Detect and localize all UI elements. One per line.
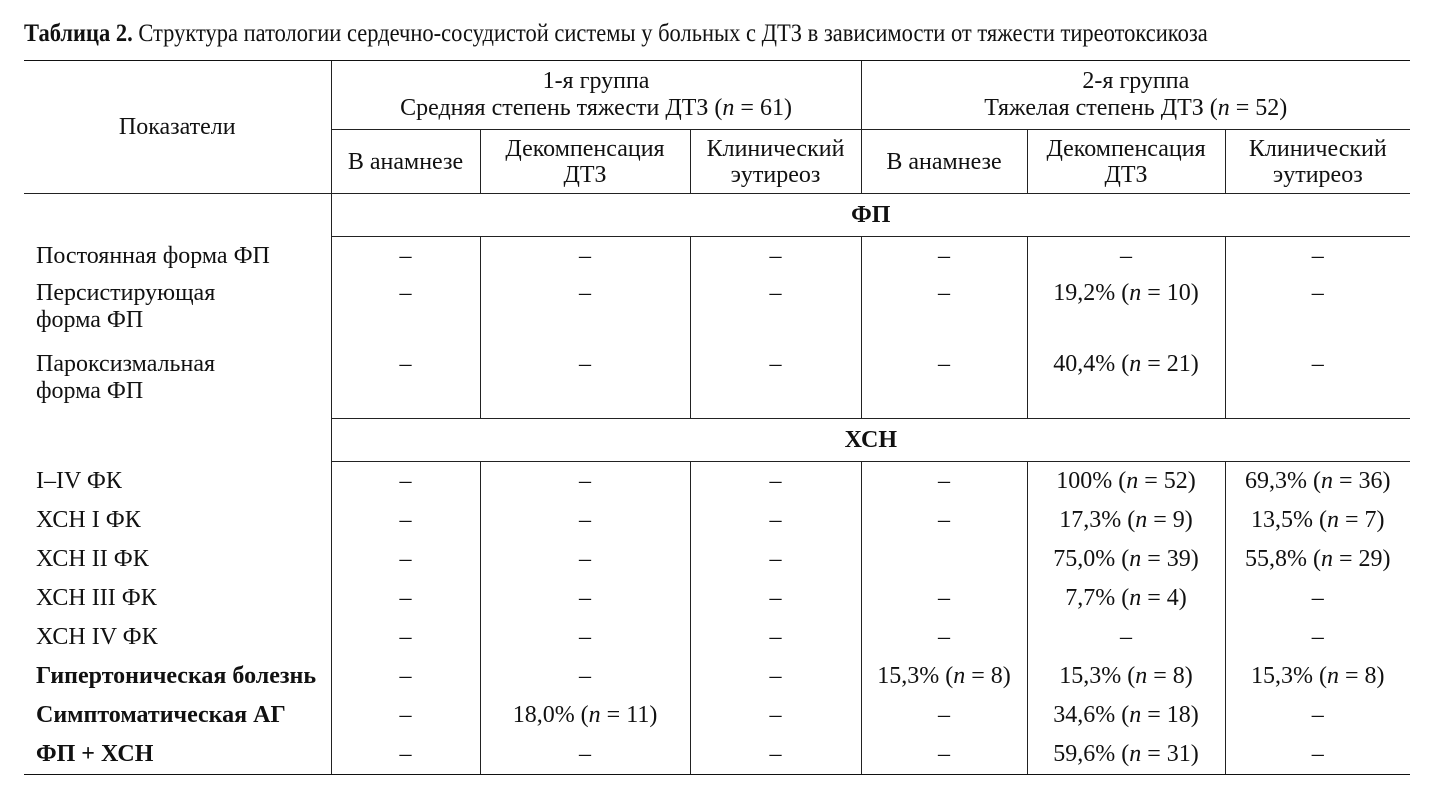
table-cell: – — [1027, 618, 1225, 657]
table-cell: – — [690, 501, 861, 540]
table-cell: – — [331, 276, 480, 347]
row-label: ХСН I ФК — [36, 507, 141, 533]
table-cell: – — [331, 540, 480, 579]
table-cell: – — [861, 696, 1027, 735]
table-cell: – — [331, 579, 480, 618]
header-group2 — [861, 61, 1410, 130]
table-cell: – — [861, 462, 1027, 502]
table-cell: – — [1225, 237, 1410, 277]
table-cell: 75,0% (n = 39) — [1027, 540, 1225, 579]
table-cell: – — [861, 618, 1027, 657]
table-cell: – — [1225, 579, 1410, 618]
table-cell: 15,3% (n = 8) — [1225, 657, 1410, 696]
table-cell: 40,4% (n = 21) — [1027, 347, 1225, 419]
table-cell: – — [690, 276, 861, 347]
table-cell: – — [1225, 618, 1410, 657]
table-cell: 59,6% (n = 31) — [1027, 735, 1225, 775]
table-row — [24, 735, 1410, 775]
table-row — [24, 579, 1410, 618]
table-cell: – — [480, 735, 690, 775]
table-cell: 13,5% (n = 7) — [1225, 501, 1410, 540]
table-cell: – — [861, 501, 1027, 540]
group2-title: 2-я группа — [1082, 68, 1190, 94]
table-cell: – — [480, 462, 690, 502]
table-cell: – — [480, 657, 690, 696]
table-cell: – — [690, 696, 861, 735]
table-cell: 55,8% (n = 29) — [1225, 540, 1410, 579]
table-cell: – — [480, 501, 690, 540]
table-cell: – — [1225, 276, 1410, 347]
table-cell: – — [480, 579, 690, 618]
table-cell: – — [1225, 735, 1410, 775]
row-label: ХСН III ФК — [36, 585, 157, 611]
table-row — [24, 347, 1410, 419]
table-cell: 15,3% (n = 8) — [1027, 657, 1225, 696]
table-cell: – — [480, 347, 690, 419]
table-row — [24, 237, 1410, 277]
table-cell: – — [1225, 347, 1410, 419]
section-spacer — [24, 419, 331, 462]
caption-label: Таблица 2. — [24, 20, 133, 47]
table-cell: – — [480, 276, 690, 347]
table-cell: – — [480, 618, 690, 657]
table-cell: 34,6% (n = 18) — [1027, 696, 1225, 735]
row-label: ФП + ХСН — [24, 735, 331, 775]
row-label: Симптоматическая АГ — [36, 702, 286, 728]
caption-text: Структура патологии сердечно-сосудистой системы у больных с ДТЗ в зависимости от тяжести тиреотоксикоза — [138, 20, 1208, 47]
row-label: Персистирующая форма ФП — [36, 280, 216, 333]
group1-subtitle: Средняя степень тяжести ДТЗ (n = 61) — [400, 95, 792, 121]
header-indicator: Показатели — [24, 61, 331, 194]
header-group1 — [331, 61, 861, 130]
table-cell: – — [331, 462, 480, 502]
table-caption — [24, 20, 1284, 48]
table-cell: – — [690, 462, 861, 502]
table-cell: – — [690, 540, 861, 579]
table-cell: – — [331, 735, 480, 775]
table-cell: – — [331, 696, 480, 735]
table-cell: 7,7% (n = 4) — [1027, 579, 1225, 618]
table-cell: – — [331, 618, 480, 657]
table-cell: – — [480, 237, 690, 277]
row-label: ХСН IV ФК — [36, 624, 158, 650]
section-fp: ФП — [331, 194, 1410, 237]
table-row — [24, 501, 1410, 540]
table-cell: – — [1027, 237, 1225, 277]
table-cell: – — [861, 347, 1027, 419]
table-cell: – — [331, 657, 480, 696]
table-cell: 100% (n = 52) — [1027, 462, 1225, 502]
table-cell: – — [331, 501, 480, 540]
table-cell: 19,2% (n = 10) — [1027, 276, 1225, 347]
table-cell — [861, 540, 1027, 579]
table-cell: – — [690, 579, 861, 618]
table-cell: – — [690, 657, 861, 696]
table-cell: – — [690, 347, 861, 419]
subheader-euth-g1: Клинический эутиреоз — [690, 130, 861, 194]
table-cell: – — [1225, 696, 1410, 735]
table-cell: – — [690, 618, 861, 657]
table-cell: – — [861, 237, 1027, 277]
row-label: ХСН II ФК — [36, 546, 149, 572]
table-cell: 17,3% (n = 9) — [1027, 501, 1225, 540]
table-cell: – — [861, 276, 1027, 347]
table-cell: – — [690, 237, 861, 277]
section-hsn: ХСН — [331, 419, 1410, 462]
table-cell: – — [480, 540, 690, 579]
data-table — [24, 60, 1410, 775]
table-row — [24, 618, 1410, 657]
table-row — [24, 657, 1410, 696]
row-label: I–IV ФК — [36, 467, 122, 494]
table-cell: – — [861, 735, 1027, 775]
subheader-anamnesis-g2: В анамнезе — [861, 130, 1027, 194]
row-label: Постоянная форма ФП — [36, 242, 270, 269]
row-label: Пароксизмальная форма ФП — [36, 351, 216, 404]
group2-subtitle: Тяжелая степень ДТЗ (n = 52) — [984, 95, 1288, 121]
row-label: Гипертоническая болезнь — [36, 663, 317, 689]
table-row — [24, 696, 1410, 735]
table-cell: – — [690, 735, 861, 775]
subheader-decomp-g1: Декомпенсация ДТЗ — [480, 130, 690, 194]
table-row — [24, 462, 1410, 502]
subheader-anamnesis-g1: В анамнезе — [331, 130, 480, 194]
table-cell: 15,3% (n = 8) — [861, 657, 1027, 696]
subheader-euth-g2: Клинический эутиреоз — [1225, 130, 1410, 194]
section-spacer — [24, 194, 331, 237]
table-row — [24, 276, 1410, 347]
table-row — [24, 540, 1410, 579]
table-cell: 69,3% (n = 36) — [1225, 462, 1410, 502]
subheader-decomp-g2: Декомпенсация ДТЗ — [1027, 130, 1225, 194]
table-cell: – — [331, 237, 480, 277]
table-cell: – — [331, 347, 480, 419]
group1-title: 1-я группа — [542, 68, 650, 94]
table-cell: – — [861, 579, 1027, 618]
table-cell: 18,0% (n = 11) — [480, 696, 690, 735]
